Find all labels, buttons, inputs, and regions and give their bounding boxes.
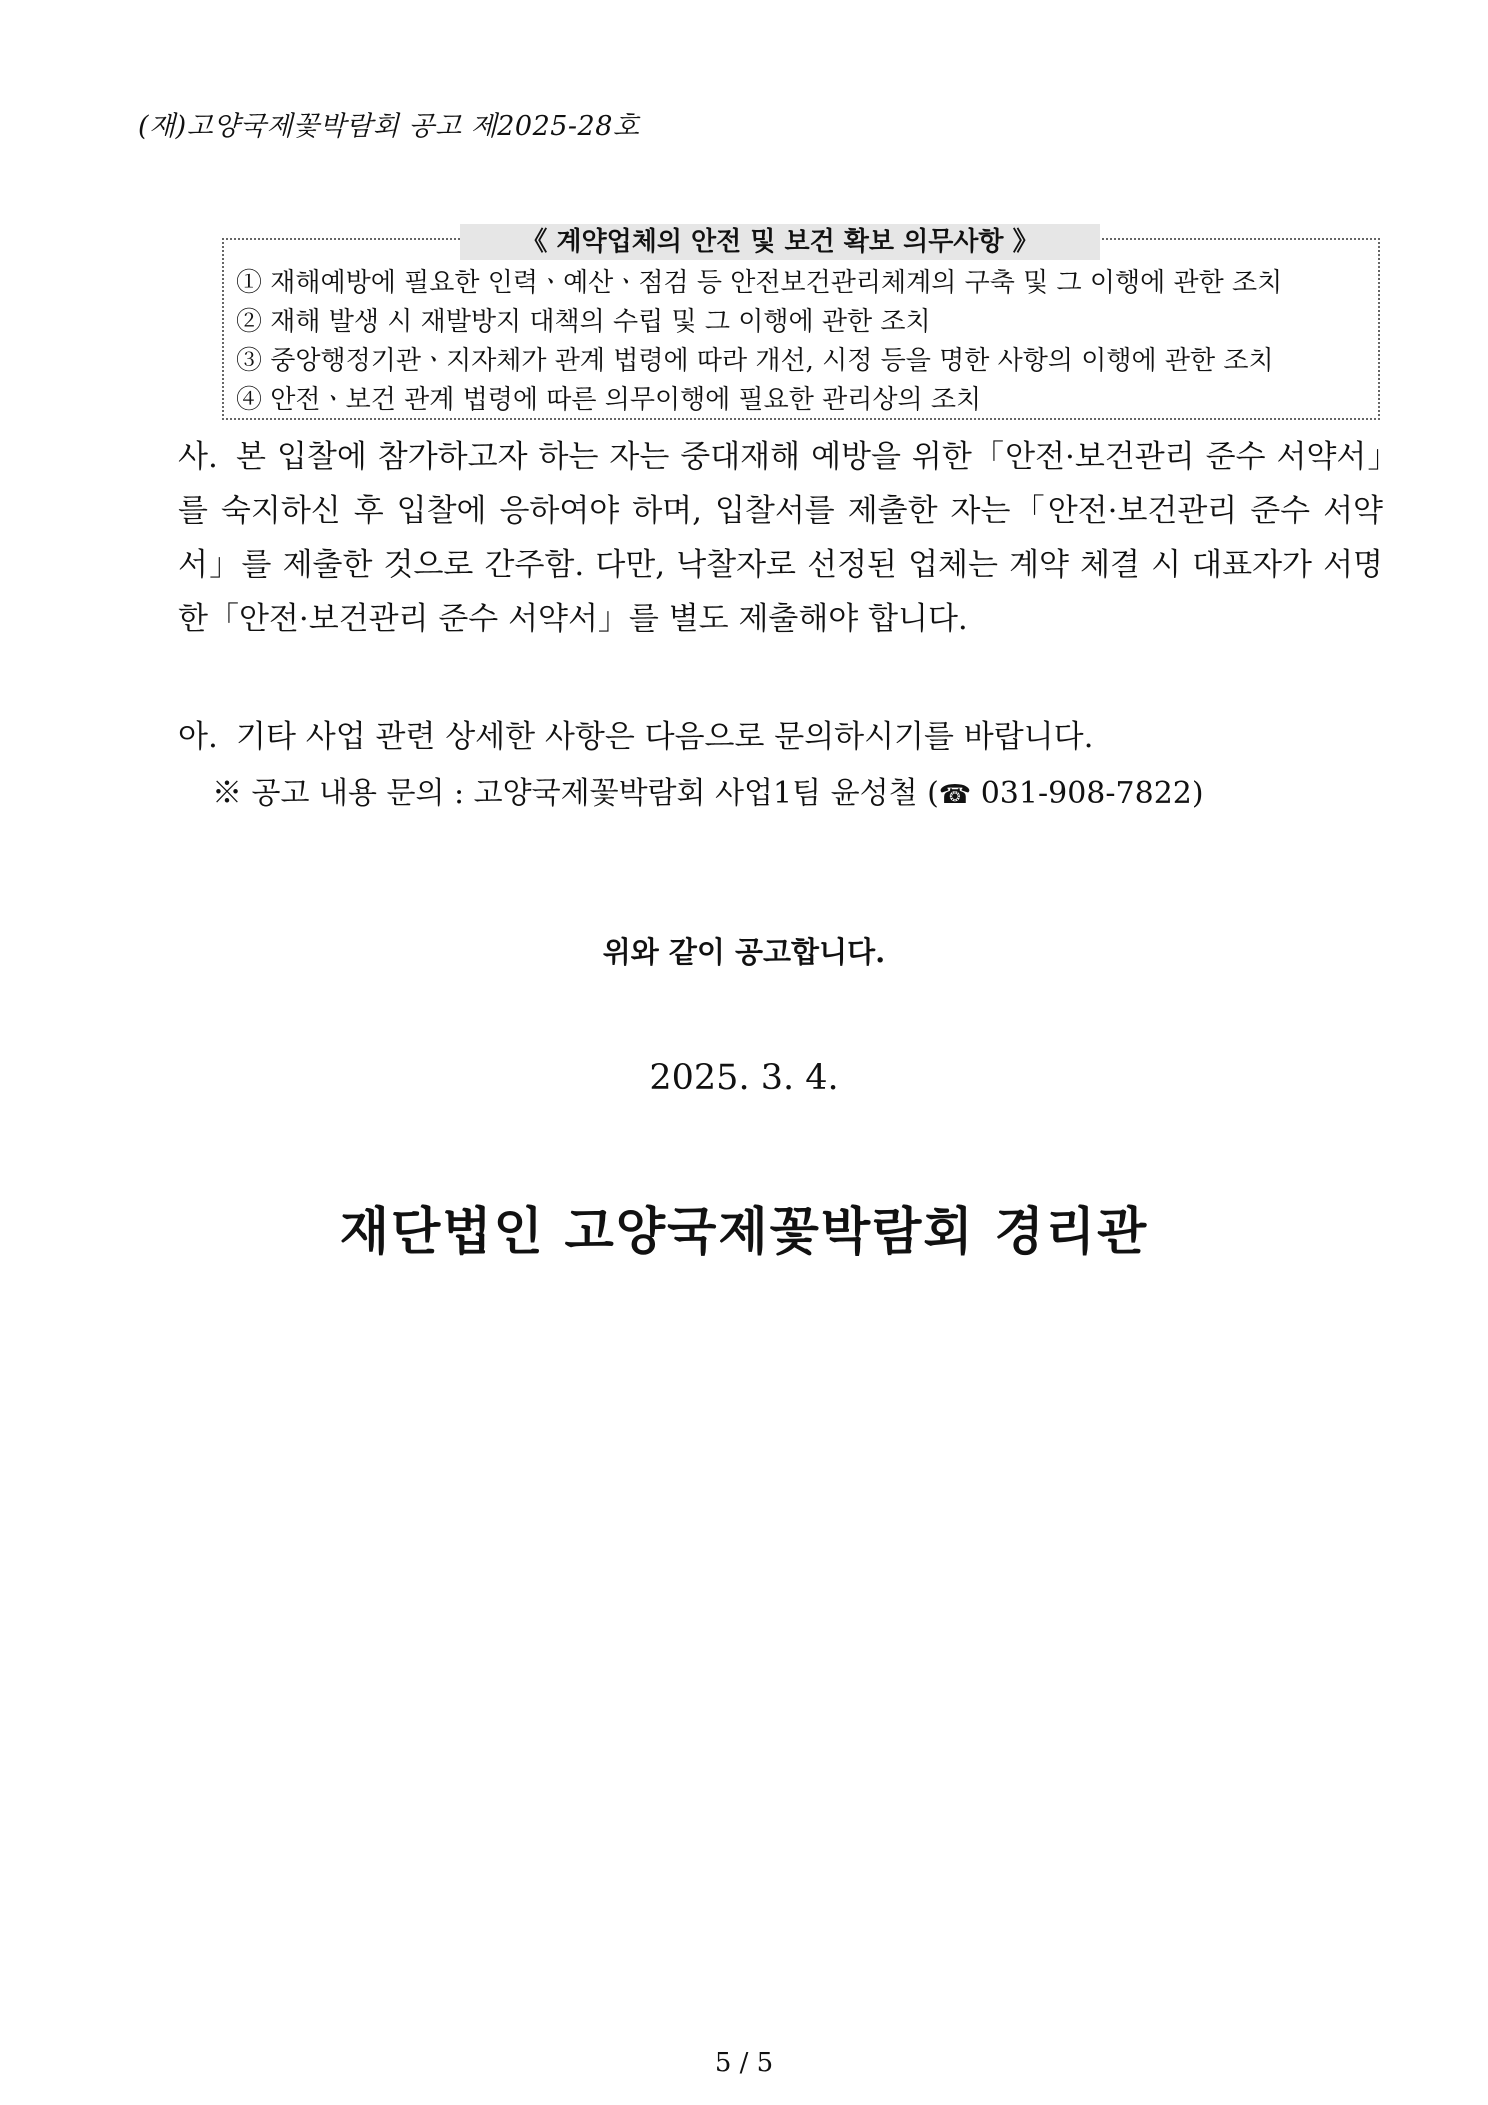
obligations-list bbox=[236, 264, 1370, 420]
notice-number-header: (재)고양국제꽃박람회 공고 제2025-28호 bbox=[138, 111, 640, 142]
contact-note bbox=[212, 772, 1204, 817]
phone-icon: ☎ bbox=[938, 780, 972, 810]
paragraph-a-text: 기타 사업 관련 상세한 사항은 다음으로 문의하시기를 바랍니다. bbox=[236, 719, 1094, 755]
contact-phone-number: 031-908-7822) bbox=[971, 776, 1204, 811]
paragraph-a bbox=[178, 710, 1383, 764]
obligations-box bbox=[222, 227, 1380, 420]
paragraph-a-marker: 아. bbox=[178, 719, 218, 755]
closing-statement: 위와 같이 공고합니다. bbox=[602, 935, 886, 969]
obligation-item-3: ③ 중앙행정기관ㆍ지자체가 관계 법령에 따라 개선, 시정 등을 명한 사항의 이행에 관한 조치 bbox=[236, 346, 1274, 376]
obligation-item-2: ② 재해 발생 시 재발방지 대책의 수립 및 그 이행에 관한 조치 bbox=[236, 307, 931, 337]
notice-date: 2025. 3. 4. bbox=[649, 1058, 839, 1098]
obligation-item-1: ① 재해예방에 필요한 인력ㆍ예산ㆍ점검 등 안전보건관리체계의 구축 및 그 이행에 관한 조치 bbox=[236, 268, 1283, 298]
page-indicator: 5 / 5 bbox=[714, 2048, 774, 2078]
contact-note-prefix: ※ 공고 내용 문의 : 고양국제꽃박람회 사업1팀 윤성철 ( bbox=[212, 776, 939, 811]
obligations-box-title: 《 계약업체의 안전 및 보건 확보 의무사항 》 bbox=[460, 224, 1100, 260]
paragraph-sa-marker: 사. bbox=[178, 439, 218, 475]
paragraph-sa-text: 본 입찰에 참가하고자 하는 자는 중대재해 예방을 위한「안전·보건관리 준수 서약서」를 숙지하신 후 입찰에 응하여야 하며, 입찰서를 제출한 자는「안전·보건관리 준수 서약서」를 제출한 것으로 간주함. 다만, 낙찰자로 선정된 업체는 계약 체결 시 대표자가 서명한「안전·보건관리 준수 서약서」를 별도 제출해야 합니다. bbox=[178, 439, 1383, 637]
obligation-item-4: ④ 안전ㆍ보건 관계 법령에 따른 의무이행에 필요한 관리상의 조치 bbox=[236, 385, 982, 415]
issuing-organization: 재단법인 고양국제꽃박람회 경리관 bbox=[339, 1202, 1149, 1262]
paragraph-sa bbox=[178, 430, 1383, 646]
